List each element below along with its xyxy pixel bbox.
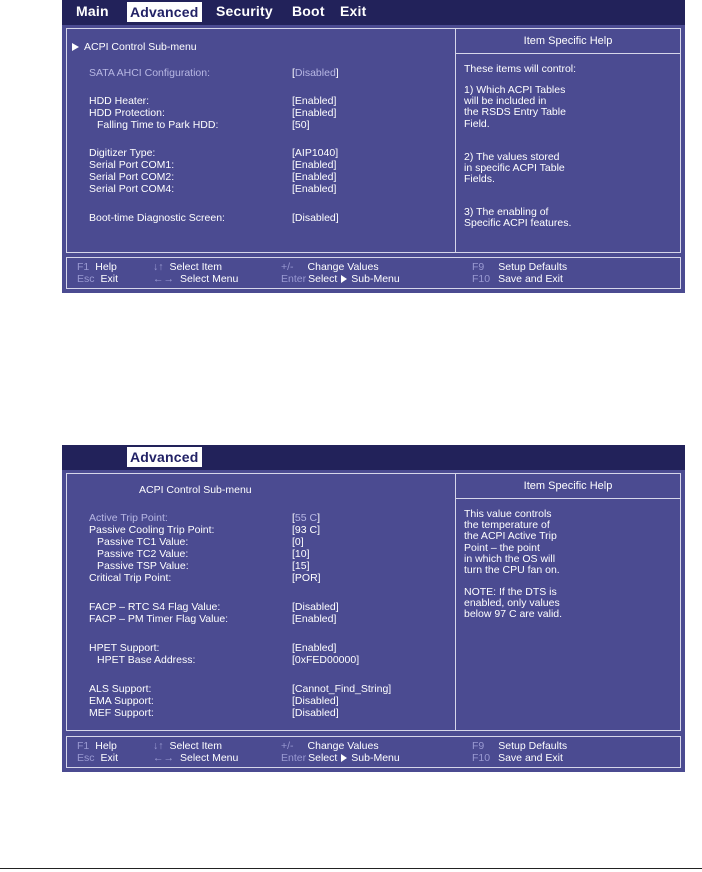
menu-main[interactable]: Main — [76, 3, 109, 19]
setting-label: Critical Trip Point: — [89, 572, 172, 584]
key-select-submenu: Enter Select Sub-Menu — [281, 273, 400, 285]
setting-value[interactable]: [Disabled] — [292, 67, 339, 79]
page-bottom-rule — [0, 868, 702, 869]
setting-value[interactable]: [0xFED00000] — [292, 654, 360, 666]
key-exit: Esc Exit — [77, 752, 119, 764]
key-select-item: ↓↑ Select Item — [153, 261, 223, 273]
help-panel — [455, 474, 680, 730]
menu-security[interactable]: Security — [216, 3, 273, 19]
setting-value[interactable]: [15] — [292, 560, 310, 572]
setting-value-text: Disabled — [294, 67, 336, 79]
setting-value[interactable]: [POR] — [292, 572, 321, 584]
setting-label: Serial Port COM2: — [89, 171, 175, 183]
setting-value[interactable]: [Enabled] — [292, 613, 337, 625]
setting-value[interactable]: [AIP1040] — [292, 147, 339, 159]
setting-value[interactable]: [55 C] — [292, 512, 321, 524]
menu-bar — [62, 0, 685, 25]
setting-value[interactable]: [10] — [292, 548, 310, 560]
setting-label: MEF Support: — [89, 707, 154, 719]
setting-label: Passive TC1 Value: — [97, 536, 189, 548]
key-legend — [66, 736, 681, 768]
setting-label: Serial Port COM1: — [89, 159, 175, 171]
help-text: 1) Which ACPI Tables will be included in the RSDS Entry Table Field. — [464, 84, 566, 130]
key-change-values: +/- Change Values — [281, 740, 379, 752]
submenu-arrow-icon — [72, 43, 79, 51]
help-text: These items will control: — [464, 63, 577, 75]
setting-label: EMA Support: — [89, 695, 154, 707]
setting-label: Passive TSP Value: — [97, 560, 189, 572]
setting-label: Falling Time to Park HDD: — [97, 119, 219, 131]
setting-label: HDD Protection: — [89, 107, 165, 119]
settings-panel — [67, 474, 456, 730]
setting-value[interactable]: [Disabled] — [292, 695, 339, 707]
setting-label: Passive Cooling Trip Point: — [89, 524, 215, 536]
submenu-title: ACPI Control Sub-menu — [139, 484, 252, 496]
help-panel — [455, 29, 680, 252]
submenu-arrow-icon — [341, 754, 347, 762]
menu-exit[interactable]: Exit — [340, 3, 367, 19]
key-select-menu: ←→ Select Menu — [153, 752, 239, 764]
help-text: 3) The enabling of Specific ACPI features. — [464, 206, 572, 230]
submenu-link-acpi[interactable] — [72, 41, 197, 53]
setting-value[interactable]: [Enabled] — [292, 159, 337, 171]
bios-screen-acpi-submenu — [62, 445, 685, 772]
setting-label: HPET Support: — [89, 642, 160, 654]
setting-value[interactable]: [Disabled] — [292, 212, 339, 224]
setting-value[interactable]: [50] — [292, 119, 310, 131]
key-legend — [66, 257, 681, 289]
setting-label: SATA AHCI Configuration: — [89, 67, 211, 79]
bios-screen-advanced — [62, 0, 685, 293]
setting-label: FACP – RTC S4 Flag Value: — [89, 601, 221, 613]
key-change-values: +/- Change Values — [281, 261, 379, 273]
setting-label: Serial Port COM4: — [89, 183, 175, 195]
setting-value[interactable]: [93 C] — [292, 524, 321, 536]
setting-value[interactable]: [Enabled] — [292, 642, 337, 654]
settings-panel — [67, 29, 456, 252]
help-title: Item Specific Help — [456, 474, 680, 499]
setting-label: ALS Support: — [89, 683, 152, 695]
menu-boot[interactable]: Boot — [292, 3, 325, 19]
setting-label: Passive TC2 Value: — [97, 548, 189, 560]
content-frame — [66, 28, 681, 253]
setting-value[interactable]: [Disabled] — [292, 707, 339, 719]
setting-value-text: 55 C — [294, 512, 318, 524]
key-setup-defaults: F9 Setup Defaults — [472, 740, 568, 752]
setting-label: Active Trip Point: — [89, 512, 168, 524]
content-frame — [66, 473, 681, 731]
setting-label: Boot-time Diagnostic Screen: — [89, 212, 225, 224]
setting-value[interactable]: [Cannot_Find_String] — [292, 683, 392, 695]
setting-value[interactable]: [Enabled] — [292, 183, 337, 195]
menu-advanced[interactable]: Advanced — [127, 447, 202, 467]
setting-value[interactable]: [Enabled] — [292, 95, 337, 107]
menu-bar — [62, 445, 685, 470]
setting-label: Digitizer Type: — [89, 147, 156, 159]
key-setup-defaults: F9 Setup Defaults — [472, 261, 568, 273]
key-select-submenu: Enter Select Sub-Menu — [281, 752, 400, 764]
setting-value[interactable]: [Disabled] — [292, 601, 339, 613]
setting-label: FACP – PM Timer Flag Value: — [89, 613, 229, 625]
setting-value[interactable]: [Enabled] — [292, 107, 337, 119]
menu-advanced[interactable]: Advanced — [127, 2, 202, 22]
setting-label: HPET Base Address: — [97, 654, 196, 666]
submenu-arrow-icon — [341, 275, 347, 283]
setting-label: HDD Heater: — [89, 95, 150, 107]
key-exit: Esc Exit — [77, 273, 119, 285]
help-text: NOTE: If the DTS is enabled, only values below 97 C are valid. — [464, 586, 563, 621]
setting-value[interactable]: [Enabled] — [292, 171, 337, 183]
key-help: F1 Help — [77, 740, 117, 752]
help-title: Item Specific Help — [456, 29, 680, 54]
submenu-label: ACPI Control Sub-menu — [84, 41, 197, 53]
setting-value[interactable]: [0] — [292, 536, 304, 548]
key-help: F1 Help — [77, 261, 117, 273]
key-select-menu: ←→ Select Menu — [153, 273, 239, 285]
key-save-exit: F10 Save and Exit — [472, 273, 563, 285]
help-text: This value controls the temperature of the ACPI Active Trip Point – the point in which the OS will turn the CPU fan on. — [464, 508, 560, 577]
key-select-item: ↓↑ Select Item — [153, 740, 223, 752]
help-text: 2) The values stored in specific ACPI Table Fields. — [464, 151, 565, 186]
key-save-exit: F10 Save and Exit — [472, 752, 563, 764]
